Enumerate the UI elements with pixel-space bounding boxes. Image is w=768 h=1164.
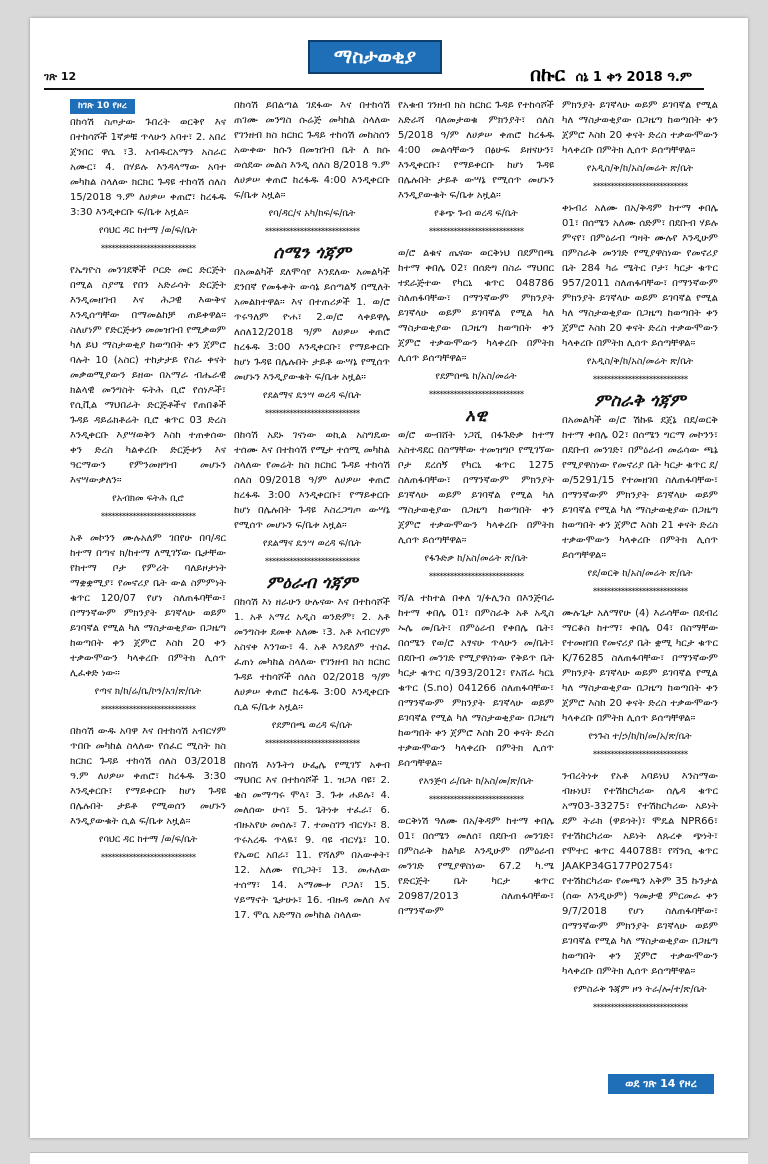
notice-body: ንብረትነቱ የአቶ አባይነህ እንስማው ብዙነህ፣ የተሽከርካሪው ሰሌዳ ቁጥር አማ03-33275፣ የተሽከርካሪው አይነት ደም ትራክ (ዋይጎት)፣ ሞዴል NPR66፣ የተሽከርካሪው አይነት ለጹረቀ ጭነት፣ የሞተር ቁጥር 440788፣ የሻንሲ ቁጥር JAAKP34G177P02754፣ የተሽከርካሪው የመጫን አቅም 35 ኩንታል (ሰው እንዲሁም) ዓመታዊ ምርመራ ቀን 9/7/2018 የሆነ ስለጠፋባቸው፣ በማንኛውም ምክንያት ይገኛላሁ ወይም ይገባኛል የሚል ካለ ማስታወቂያው በጋዜጣ ከወጣበት ቀን ጀምሮ ተቃውሞውን ካላቀረቡ በምትክ ሊሰጥ ይሰጣቸዋል። xyxy=(562,771,718,977)
page-header xyxy=(30,40,690,92)
notice-separator: *************************** xyxy=(428,390,524,400)
notice-signature: የአብክመ ፍትሕ ቢሮ xyxy=(112,493,184,504)
notice-body: በአመልካች ደለሞሳየ እንደለው አመልካች ደንበኛ የመፋቀት ውሳኔ ይሰጣልኝ በሚለት አመልክተዋል። እና በተጠሪዎች 1. ወ/ሮ ጥሩዓለም ዮሐ፣ 2.ወ/ሮ ላቀይዋሌ ለሰለ12/2018 ዓ/ም ለሀዎሠ ቀጠሮ ከረፋዱ 3:00 እንዲቀርቡ፣ የማይቀርቡ ከሆነ ጉዳዩ በሌሉበት ታይቶ ውሣኔ የሚሰጥ መሆኑን እንዲያውቁት ፍ/ቤቱ አዟል። xyxy=(234,267,390,383)
region-heading: አዊ xyxy=(465,406,487,426)
notice-body: ሻ/ል ተከተል በቀለ ገ/ፉሊንስ በእንጅባራ ከተማ ቀበሌ 01፣ በምስራቅ አቶ አዲስ ኡሌ መ/ቤት፣ በምዕራብ የቀበሌ ቤት፣ በሰሜን የወ/ሮ አፃናሁ ጥላሁን መ/ቤት፣ በደቡብ መንገድ የሚያዋስነው የቅይጥ ቤት ካርታ ቁጥር ባ/393/2012፣ የአሸራ ካርኒ ቁጥር (S.no) 041266 ስለጠፋባቸው፣ በማንኛውም ምክንያት ይገኛላሁ ወይም ይገባኛል የሚል ካለ ማስታወቂያው በጋዜጣ ከወጣበት ቀን ጀምሮ እስከ 20 ቀናት ድረስ ተቃውሞውን ካላቀረቡ በምትክ ሊሰጥ ይሰጣቸዋል። xyxy=(398,593,554,769)
notice-signature: የደልማና ዴንሣ ወረዳ ፍ/ቤት xyxy=(262,390,362,401)
notice-signature: የቆጭ ጉብ ወረዳ ፍ/ቤት xyxy=(434,208,518,219)
notice-body: አቶ መኮንን ሙሉአለም ገበየሁ በባ/ዳር ከተማ በጣና ክ/ከተማ ለሚገኘው ቤታቸው የከተማ ቦታ የምሪት ባለይዞታነት ማቋቋሚያ፣ የመኖሪያ ቤት ውል ስምምነት ቁጥር 120/07 የሆነ ስለጠፋባቸው፣ በማንኛውም ምክንያት ይገኛላሁ ወይም ይገባኛል የሚል ካለ ማስታወቂያው በጋዜጣ ከወጣበት ቀን ጀምሮ እስከ 20 ቀን ተቃውሞውን ካላቀረቡ በምትክ ሊሰጥ ሊፈቀድ ነው። xyxy=(70,533,226,679)
notice-body: በከሳሽ አደኑ ገናነው ወኪል አስግዴው ተሰሙ እና በተከሳሽ የሚታ ተሰሚ መካከል ስላለው የመሬት ክስ ክርክር ጉዳይ ተከሳሽ ሰለስ 09/2018 ዓ/ም ለሀዎሠ ቀጠሮ ከረፋዱ 3:00 እንዲቀርቡ፣ የማይቀርቡ ከሆነ በሌሉበት ጉዳዩ እስረጋግጦ ውሣኔ የሚሰጥ መሆኑን ፍ/ቤቱ አዟል። xyxy=(234,430,390,531)
region-heading: ሰሜን ጎጃም xyxy=(273,243,351,263)
notice xyxy=(562,201,718,388)
notice-body: በከሳሽ እነ ዘራሁን ሁሉናው እና በተከሳሾች 1. አቶ አማረ አዲስ ወንድም፣ 2. አቶ መንግስቱ ደመቀ አለሙ ፣3. አቶ አብርሃም አስናቀ እንገው፣ 4. አቶ እንደለም ተስፈ ፈጠነ መካከል ስላለው የገንዘብ ክስ ክርክር ጉዳይ ተከሳሾች ሰለስ 02/2018 ዓ/ም ለሀዎሠ ቀጠሮ ከረፋዱ 3:00 እንዲቀርቡ ሲል ፍ/ቤቱ አዟል። xyxy=(234,597,390,713)
region-heading: ምስራቅ ጎጃም xyxy=(594,391,686,411)
notice-body: በከሳሽ ይበልጣል ገደፋው እና በተከሳሽ ጠገሙ መንግስ ሱሬጅ መካከል ስላለው የገንዘብ ክስ ክርክር ጉዳይ ተከሳሽ መከስሰን አውቀው ክሱን በመዝገብ ቤት ለ ክሱ ወሰደው መልስ እንዲ ሰለስ 8/2018 ዓ.ም ለሀዎሠ ቀጠሮ ከረፋዱ 4:00 እንዲቀርቡ ፍ/ቤቱ አዟል። xyxy=(234,100,390,201)
notice-separator: *************************** xyxy=(264,409,360,419)
notice xyxy=(398,814,554,919)
notice-body: በከሳሽ ስጦታው ጉበረት ወርቅየ እና በተከሳሾች 1ኛዎቹ ጥላሁን አባተ፣ 2. አበረ ጀንበር ዋሴ ፣3. አብዱርአማን አስራር አሙር፣ 4. በሃይሉ እንዳላማው አባተ መካከል ስላለው ክርክር ጉዳዩ ተከሳሽ ሰለስ 15/2018 ዓ.ም ለሀዎሠ ቀጠሮ፣ ከረፋዱ 3:30 እንዲቀርቡ ፍ/ቤቱ አዟል። xyxy=(70,117,226,218)
notice-separator: *************************** xyxy=(592,587,688,597)
notice-signature: የምስራቅ ጉጃም ዞን ትራ/ሎ/ተ/ጽ/ቤት xyxy=(573,984,707,995)
notice-signature: የባ/ዳር/ና አካ/ከፍ/ፍ/ቤት xyxy=(268,208,356,219)
masthead xyxy=(530,64,692,86)
notice xyxy=(398,428,554,585)
notice-signature: የደልማና ዴንሣ ወረዳ ፍ/ቤት xyxy=(262,538,362,549)
notice-signature: የባህር ዳር ከተማ /ወ/ፍ/ቤት xyxy=(98,225,198,236)
notice xyxy=(398,591,554,808)
notice-separator: *************************** xyxy=(428,572,524,582)
notice xyxy=(234,595,390,752)
notice xyxy=(562,769,718,1016)
notice xyxy=(234,98,390,240)
notice-separator: *************************** xyxy=(100,244,196,254)
section-title-badge: ማስታወቂያ xyxy=(308,40,442,74)
notice xyxy=(562,606,718,763)
notice-separator: *************************** xyxy=(428,795,524,805)
notice-signature: የደምበጫ ከ/አስ/መሬት xyxy=(435,371,517,382)
notice xyxy=(398,98,554,240)
notice-body: ወ/ሮ ልቁና ጤናው ወርቅነህ በደምበጫ ከተማ ቀበሌ 02፣ በሰድግ በስራ ማህበር ተደራጅተው የካርኒ ቁጥር 048786 ስለጠፋባቸው፣ በማንኛውም ምክንያት ይገኛላሁ ወይም ይገባኛል የሚል ካለ ማስታወቂያው በጋዜጣ ከወጣበት ቀን ጀምሮ ተቃውሞውን ካላቀረቡ በምትክ ሊሰጥ ይሰጣቸዋል። xyxy=(398,248,554,364)
notice xyxy=(562,98,718,195)
notice xyxy=(562,413,718,600)
notice-separator: *************************** xyxy=(428,227,524,237)
continued-from-tag: ከገጽ 10 የዞረ xyxy=(70,99,135,114)
region-heading: ምዕራብ ጎጃም xyxy=(266,573,358,593)
notice-signature: የእንጅባ ራ/ቤት ከ/አስ/መ/ጽ/ቤት xyxy=(418,776,534,787)
column-1 xyxy=(70,98,226,872)
notice-body: ምክንያት ይገኛላሁ ወይም ይገባኛል የሚል ካለ ማስታወቂያው በጋዜጣ ከወጣበት ቀን ጀምሮ እስከ 20 ቀናት ድረስ ተቃውሞውን ካላቀረቡ በምትክ ሊሰጥ ይሰጣቸዋል። xyxy=(562,100,718,156)
notice-body: ቀኑብሪ አለሙ በአ/ቅዳም ከተማ ቀበሌ 01፣ በሰሜን አለሙ ሰድም፣ በደቡብ ሃይሉ ምናየ፣ በምዕራብ ጣዛት ሙሉየ እንዲሁም በምስራቅ መንገድ የሚያዋስነው የመኖሪያ ቤት 284 ካሬ ሜትር ቦታ፣ ካርታ ቁጥር 957/2011 ስለጠፋባቸው፣ በማንኛውም ምክንያት ይገኛላሁ ወይም ይገባኛል የሚል ካለ ማስታወቂያው በጋዜጣ ከወጣበት ቀን ጀምሮ እስከ 20 ቀናት ድረስ ተቃውሞውን ካላቀረቡ በምትክ ሊሰጥ ይሰጣቸዋል። xyxy=(562,203,718,349)
notice-signature: የንጉስ ተ/ኃ/ከ/ከ/መ/አ/ጽ/ቤት xyxy=(588,731,692,742)
notice-body: የአቁብ ገንዘብ ክስ ክርክር ጉዳይ የተከሳሾች አድራሻ ባለመታወቁ ምክንያት፣ ሰለስ 5/2018 ዓ/ም ለሀዎሠ ቀጠሮ ከረፋዱ 4:00 መልሳቸውን በፅሁፍ ይዘናሁን፣ እንዲቀርቡ፣ የማይቀርቡ ከሆነ ጉዳዩ በሌሉበት ታይቶ ውሣኔ የሚሰጥ መሆኑን እንዲያውቁት ፍ/ቤቱ አዟል። xyxy=(398,100,554,201)
paper-name: በኩር xyxy=(530,64,566,86)
notice-body: ወርቅነሽ ዓለሙ በአ/ቅዳም ከተማ ቀበሌ 01፣ በሰሜን መለሰ፣ በደቡብ መንገድ፣ በምስራቅ ከልካይ እንዲሁም በምዕራብ መንገድ የሚያዋስነው 67.2 ካ.ሜ የድርጅት ቤት ካርታ ቁጥር 20987/2013 ስለጠፋባቸው፣ በማንኛውም xyxy=(398,816,554,917)
notice-separator: *************************** xyxy=(264,227,360,237)
notice-body: በአመልካች ወ/ሮ ሽኩዬ ደጀኔ በደ/ወርቅ ከተማ ቀበሌ 02፣ በሰሜን ግርማ መኮንን፣ በደቡብ መንገድ፣ በምዕራብ መሬሳው ጫኔ የሚያዋስነው የመኖሪያ ቤት ካርታ ቁጥር ደ/ወ/5291/15 የተመዘገበ ስለጠፋባቸው፣ በማንኛውም ምክንያት ይገኛላሁ ወይም ይገባኛል የሚል ካለ ማስታወቂያው በጋዜጣ ከወጣበት ቀን ጀምሮ እስከ 21 ቀናት ድረስ ተቃውሞውን ካላቀረቡ በምትክ ሊሰጥ ይሰጣቸዋል። xyxy=(562,415,718,561)
notice xyxy=(70,115,226,257)
notice-signature: የአዲስ/ቅ/ከ/አስ/መሬት ጽ/ቤት xyxy=(586,163,694,174)
continue-badge: ወደ ገጽ 14 የዞረ xyxy=(608,1074,714,1094)
column-3 xyxy=(398,98,554,919)
next-page-edge xyxy=(30,1152,748,1164)
notice-signature: የደ/ወርቅ ከ/አስ/መሬት ጽ/ቤት xyxy=(587,568,693,579)
notice-body: በከሳሽ እነጉትጎ ሁፌሌ የሚገኘ አቀብ ማህበር እና በተከሳሾች 1. ዝጋለ ባዩ፣ 2. ቄስ መማጣሩ ሞላ፣ 3. ጉቱ ሐይሉ፣ 4. መለሰው ሁሳ፣ 5. ጌትነቱ ተፈራ፣ 6. ብዙአየሁ መሰሉ፣ 7. ተመስገን ብርሃኑ፣ 8. ጥሩአረዱ ጥላዬ፣ 9. ባዩ ብርሃኔ፣ 10. የኤወር አበራ፣ 11. የሻለም በአውቀት፣ 12. አለሙ የቢጋት፣ 13. መሐለው ተሰማ፣ 14. አማሙቱ ቦጋለ፣ 15. ሃይማኖት ጌታሁኑ፣ 16. ብዙዳ መለሰ እና 17. ሞሴ አድማስ መካከል ስላለው xyxy=(234,760,390,921)
notice-separator: *************************** xyxy=(592,750,688,760)
notice-body: የኤግዮስ መንገደኞች ቦርድ መር ድርጅት በሚል ስያሜ የበን አድራሳት ድርጅት እንዲመዘገብ እና ሕጋዊ እውቅና እንዲሰጣቸው በማመልከቻ ጠይቀዋል። ስለሆነም የድርጅቱን መመዝገብ የሚቃወም ካለ ይህ ማስታወቂያ ከወጣበት ቀን ጀምሮ ባሉት 10 (አስር) ተከታታይ የስራ ቀናት መቃወሚያውን ይዘው በአማራ ብሔራዊ ክልላዊ መንግስት ፍትሕ ቢሮ የሰነዶች፣ የሲቪል ማህበራት ድርጅቶችና የጠበቆች ጉዳይ ዳይሬክቶሬት ቢሮ ቁጥር 03 ድረስ እንዲቀርቡ እያሣወቅን እስከ ተጠቀሰው ቀን ድረስ ካልቀረቡ ድርጅቱን እና ዓርማውን የምንመዘግብ መሆኑን እናሣውቃለን። xyxy=(70,265,226,486)
notice-signature: የባህር ዳር ከተማ /ወ/ፍ/ቤት xyxy=(98,834,198,845)
column-2 xyxy=(234,98,390,923)
notice-separator: *************************** xyxy=(592,182,688,192)
notice-separator: *************************** xyxy=(264,739,360,749)
notice-signature: የአዲስ/ቅ/ከ/አስ/መሬት ጽ/ቤት xyxy=(586,356,694,367)
notice-body: ወ/ሮ ውብሸት ነጋሺ በፋጉድቃ ከተማ አስተዳደር በስማቸው ተመዝግቦ የሚገኘው ቦታ ደረሰኝ የካርኒ ቁጥር 1275 ስለጠፋባቸው፣ በማንኛውም ምክንያት ይገኛላሁ ወይም ይገባኛል የሚል ካለ ማስታወቂያው በጋዜጣ ከወጣበት ቀን ጀምሮ ተቃውሞውን ካላቀረቡ በምትክ ሊሰጥ ይሰጣቸዋል። xyxy=(398,430,554,546)
notice xyxy=(70,531,226,718)
notice-separator: *************************** xyxy=(100,853,196,863)
header-rule xyxy=(44,88,704,90)
notice-body: ሙሉጌታ አለማየሁ (4) እራሳቸው በደብረ ማርቆስ ከተማ፣ ቀበሌ 04፣ በስማቸው የተመዘገበ የመኖሪያ ቤት ቋሚ ካርታ ቁጥር K/76285 ስለጠፋባቸው፣ በማንኛውም ምክንያት ይገኛላሁ ወይም ይገባኛል የሚል ካለ ማስታወቂያው በጋዜጣ ከወጣበት ቀን ጀምሮ እስከ 20 ቀናት ድረስ ተቃውሞውን ካላቀረቡ በምትክ ሊሰጥ ይሰጣቸዋል። xyxy=(562,608,718,724)
page-number: ገጽ 12 xyxy=(44,70,77,83)
notice-separator: *************************** xyxy=(100,705,196,715)
notice-separator: *************************** xyxy=(100,512,196,522)
notice-separator: *************************** xyxy=(592,375,688,385)
notice-body: በከሳሽ ውዱ አባዋ እና በተከሳሽ አብርሃም ጥበቡ መካከል ስላለው የሰፈር ሚስት ክስ ክርክር ጉዳይ ተከሳሽ ሰለስ 03/2018 ዓ.ም ለሀዎሠ ቀጠሮ፣ ከረፋዱ 3:30 እንዲቀርቡ፣ የማይቀርቡ ከሆነ ጉዳዩ በሌሉበት ታይቶ የሚወሰን መሆኑን እንዲያውቁት ሲል ፍ/ቤቱ አዟል። xyxy=(70,726,226,827)
notice xyxy=(234,428,390,570)
notice-separator: *************************** xyxy=(264,557,360,567)
notice xyxy=(70,263,226,525)
column-4 xyxy=(562,98,718,1022)
notice xyxy=(234,265,390,422)
notice xyxy=(70,724,226,866)
notice xyxy=(234,758,390,923)
notice xyxy=(398,246,554,403)
notice-signature: የፋጉድቃ ከ/አስ/መሬት ጽ/ቤት xyxy=(424,553,528,564)
issue-date: ሰኔ 1 ቀን 2018 ዓ.ም xyxy=(575,70,692,85)
notice-separator: *************************** xyxy=(592,1003,688,1013)
notice-signature: የጣና ክ/ከ/ሬ/ቤ/ኮን/አገ/ጽ/ቤት xyxy=(94,686,202,697)
notice-signature: የደምበጫ ወረዳ ፍ/ቤት xyxy=(271,720,353,731)
